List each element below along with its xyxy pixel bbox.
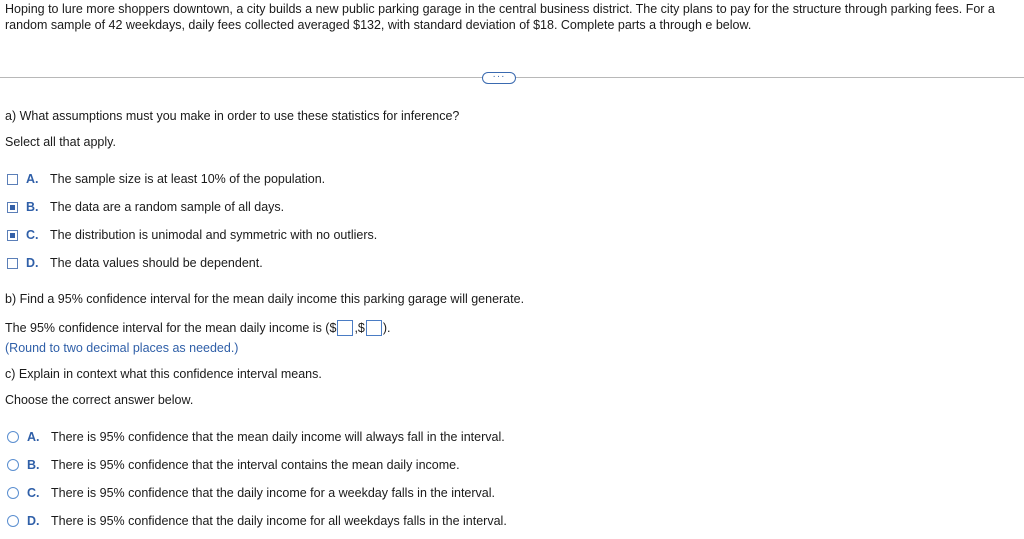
option-letter: D.: [26, 256, 39, 270]
currency-symbol: $: [329, 321, 337, 335]
rounding-hint: (Round to two decimal places as needed.): [5, 341, 239, 355]
option-letter: B.: [26, 200, 39, 214]
option-letter: C.: [26, 228, 39, 242]
part-c-question: c) Explain in context what this confidence interval means.: [5, 367, 322, 381]
part-c-option-b[interactable]: [7, 457, 460, 473]
part-c-option-a[interactable]: [7, 429, 505, 445]
part-a-instruction: Select all that apply.: [5, 135, 116, 149]
separator: ,: [354, 321, 358, 335]
upper-bound-input[interactable]: [366, 320, 382, 336]
checkbox-b[interactable]: [7, 202, 18, 213]
option-letter: A.: [26, 172, 39, 186]
radio-a[interactable]: [7, 431, 19, 443]
option-text: There is 95% confidence that the daily income for all weekdays falls in the interval.: [51, 514, 507, 528]
option-text: The sample size is at least 10% of the population.: [50, 172, 326, 186]
option-letter: D.: [27, 514, 40, 528]
part-a-option-a[interactable]: [7, 171, 325, 187]
problem-intro: Hoping to lure more shoppers downtown, a city builds a new public parking garage in the central business district. The city plans to pay for the structure through parking fees. For a random sample of 42 weekdays, daily fees collected averaged $132, with standard deviation of $18. Complete parts a through e below.: [5, 2, 995, 32]
option-text: There is 95% confidence that the mean daily income will always fall in the interval.: [51, 430, 505, 444]
radio-b[interactable]: [7, 459, 19, 471]
option-text: There is 95% confidence that the daily income for a weekday falls in the interval.: [51, 486, 495, 500]
lower-bound-input[interactable]: [337, 320, 353, 336]
part-a-option-d[interactable]: [7, 255, 263, 271]
checkbox-d[interactable]: [7, 258, 18, 269]
radio-d[interactable]: [7, 515, 19, 527]
option-letter: C.: [27, 486, 40, 500]
answer-suffix: ).: [382, 321, 391, 335]
part-c-instruction: Choose the correct answer below.: [5, 393, 194, 407]
checkbox-c[interactable]: [7, 230, 18, 241]
checkbox-a[interactable]: [7, 174, 18, 185]
part-a-option-c[interactable]: [7, 227, 377, 243]
part-c-option-c[interactable]: [7, 485, 495, 501]
expand-more-button[interactable]: ···: [482, 72, 516, 84]
option-text: The data are a random sample of all days.: [50, 200, 285, 214]
part-a-question: a) What assumptions must you make in order to use these statistics for inference?: [5, 109, 460, 123]
answer-prefix: The 95% confidence interval for the mean daily income is (: [5, 321, 330, 335]
option-letter: B.: [27, 458, 40, 472]
part-a-option-b[interactable]: [7, 199, 284, 215]
part-b-question: b) Find a 95% confidence interval for the mean daily income this parking garage will generate.: [5, 292, 525, 306]
option-text: The distribution is unimodal and symmetric with no outliers.: [50, 228, 378, 242]
part-b-answer-line: [5, 320, 391, 336]
option-letter: A.: [27, 430, 40, 444]
option-text: There is 95% confidence that the interval contains the mean daily income.: [51, 458, 460, 472]
radio-c[interactable]: [7, 487, 19, 499]
part-c-option-d[interactable]: [7, 513, 507, 529]
currency-symbol: $: [357, 321, 365, 335]
option-text: The data values should be dependent.: [50, 256, 263, 270]
